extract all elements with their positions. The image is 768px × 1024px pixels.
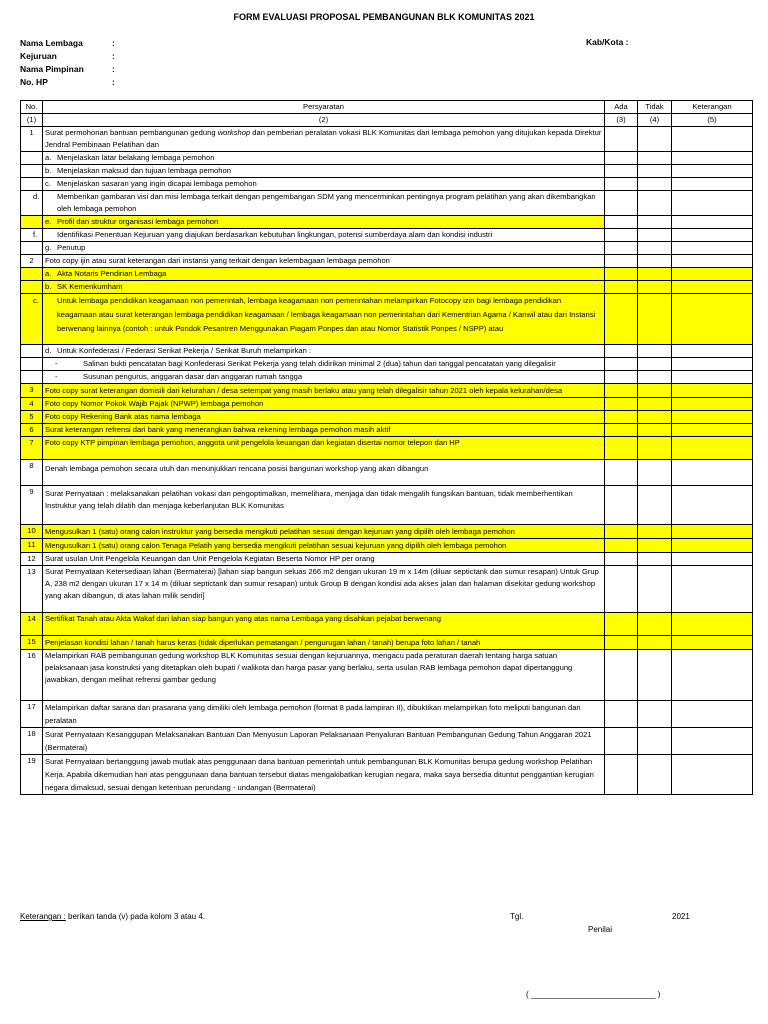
ada-checkbox[interactable] [605, 384, 638, 398]
row-number: 16 [21, 650, 43, 701]
keterangan-field[interactable] [672, 636, 753, 650]
requirement-text: Mengusulkan 1 (satu) orang calon Tenaga Pelatih yang bersedia mengikuti pelatihan sesuai kejuruan yang dipilih oleh lembaga pemohon [43, 539, 605, 553]
table-row [21, 636, 753, 650]
sub-letter: c. [45, 179, 51, 188]
tidak-checkbox[interactable] [638, 728, 672, 755]
keterangan-note [20, 912, 205, 921]
ada-checkbox[interactable] [605, 728, 638, 755]
requirement-text: Surat Pernyataan bertanggung jawab mutlak atas penggunaan dana bantuan pemerintah untuk pembangunan BLK Komunitas berupa gedung workshop Pelatihan Kerja. Apabila dikemudian hari atas penggunaan dana bantuan tersebut diatas mengakibatkan kerugian negara, maka saya bersedia dituntut penggantian kerugian negara dimaksud, sesuai dengan ketentuan perundang - undangan (Bermaterai) [43, 755, 605, 795]
requirement-text: Mengusulkan 1 (satu) orang calon instruktur yang bersedia mengikuti pelatihan sesuai dengan kejuruan yang dipilih oleh lembaga pemohon [43, 525, 605, 539]
tidak-checkbox[interactable] [638, 242, 672, 255]
requirement-text: Surat Pernyataan Kesanggupan Melaksanakan Bantuan Dan Menyusun Laporan Pelaksanaan Penyaluran Bantuan Pembangunan Gedung Tahun Anggaran 2021 (Bermaterai) [43, 728, 605, 755]
keterangan-field[interactable] [672, 701, 753, 728]
ada-checkbox[interactable] [605, 255, 638, 268]
penilai-label: Penilai [588, 925, 613, 934]
keterangan-field[interactable] [672, 152, 753, 165]
keterangan-field[interactable] [672, 539, 753, 553]
field-separator: : [112, 51, 115, 61]
sub-letter: d. [45, 346, 52, 355]
field-label-no-hp: No. HP [20, 77, 48, 87]
row-number: 12 [21, 553, 43, 566]
requirement-text [33, 191, 605, 216]
row-number: 17 [21, 701, 43, 728]
sub-text: Identifikasi Penentuan Kejuruan yang diajukan berdasarkan kebutuhan lingkungan, potensi sumberdaya alam dan kondisi industri [57, 230, 493, 239]
ada-checkbox[interactable] [605, 636, 638, 650]
header-tidak: Tidak [638, 101, 672, 114]
tidak-checkbox[interactable] [638, 165, 672, 178]
table-row [21, 411, 753, 424]
tidak-checkbox[interactable] [638, 345, 672, 358]
keterangan-field[interactable] [672, 242, 753, 255]
requirement-text: Foto copy KTP pimpinan lembaga pemohon, anggota unit pengelola keuangan dan kegiatan disertai nomor telepon dan HP [43, 437, 605, 460]
keterangan-field[interactable] [672, 216, 753, 229]
colnum-1: (1) [21, 114, 43, 127]
keterangan-field[interactable] [672, 229, 753, 242]
requirement-text: Sertifikat Tanah atau Akta Wakaf dari lahan siap bangun yang atas nama Lembaga yang disahkan pejabat berwenang [43, 613, 605, 636]
keterangan-field[interactable] [672, 411, 753, 424]
table-row [21, 728, 753, 755]
sub-letter: f. [33, 230, 38, 239]
sub-letter: b. [45, 282, 52, 291]
keterangan-field[interactable] [672, 255, 753, 268]
requirement-text [43, 152, 605, 165]
sub-text: SK Kemenkumham [57, 282, 123, 291]
table-row [21, 566, 753, 613]
sub-letter: b. [45, 166, 52, 175]
ada-checkbox[interactable] [605, 460, 638, 486]
ada-checkbox[interactable] [605, 553, 638, 566]
requirement-text [43, 242, 605, 255]
sub-letter: c. [33, 296, 39, 305]
tidak-checkbox[interactable] [638, 152, 672, 165]
colnum-5: (5) [672, 114, 753, 127]
row-number: 3 [21, 384, 43, 398]
requirement-text [43, 127, 605, 152]
table-row [21, 613, 753, 636]
sub-text: Akta Notaris Pendirian Lembaga [57, 269, 167, 278]
sub-letter: a. [45, 269, 52, 278]
ada-checkbox[interactable] [605, 437, 638, 460]
keterangan-field[interactable] [672, 460, 753, 486]
keterangan-field[interactable] [672, 424, 753, 437]
keterangan-label: Keterangan : [20, 912, 66, 921]
keterangan-field[interactable] [672, 650, 753, 701]
table-row [21, 486, 753, 525]
table-row [21, 650, 753, 701]
requirement-text: Foto copy surat keterangan domisili dari kelurahan / desa setempat yang masih berlaku atau yang telah dilegalisir tahun 2021 oleh kepala kelurahan/desa [43, 384, 605, 398]
keterangan-field[interactable] [672, 191, 753, 216]
row-number: 1 [21, 127, 43, 152]
field-label-nama-pimpinan: Nama Pimpinan [20, 64, 84, 74]
tidak-checkbox[interactable] [638, 650, 672, 701]
row-number: 14 [21, 613, 43, 636]
tidak-checkbox[interactable] [638, 701, 672, 728]
row-number: 6 [21, 424, 43, 437]
keterangan-field[interactable] [672, 437, 753, 460]
keterangan-field[interactable] [672, 281, 753, 294]
row-number: 13 [21, 566, 43, 613]
field-separator: : [112, 38, 115, 48]
requirement-text: Surat Pernyataan Ketersediaan lahan (Bermaterai) [lahan siap bangun seluas 266 m2 dengan ukuran 19 m x 14m (diluar septictank dan sumur resapan) Untuk Grup A, 238 m2 dengan ukuran 17 x 14 m (diluar septictank dan sumur resapan) untuk Group B dengan kondisi ada akses jalan dan halaman disekitar gedung workshop yang akan dibangun, di atas lahan milik sendiri] [43, 566, 605, 613]
sub-letter: g. [45, 243, 52, 252]
requirement-text: Surat Pernyataan : melaksanakan pelatihan vokasi dan pengoptimalkan, memelihara, menjaga dan tidak mengalih fungsikan bantuan, tidak memberhentikan Instruktur yang telah dilatih dan menjaga keberlanjutan BLK Komunitas [43, 486, 605, 525]
table-row [21, 437, 753, 460]
ada-checkbox[interactable] [605, 650, 638, 701]
keterangan-field[interactable] [672, 294, 753, 345]
requirement-text [33, 229, 605, 242]
sub-text: Susunan pengurus, anggaran dasar dan anggaran rumah tangga [83, 372, 303, 381]
row-number: 5 [21, 411, 43, 424]
ada-checkbox[interactable] [605, 178, 638, 191]
colnum-3: (3) [605, 114, 638, 127]
keterangan-field[interactable] [672, 755, 753, 795]
ada-checkbox[interactable] [605, 755, 638, 795]
tidak-checkbox[interactable] [638, 191, 672, 216]
text-italic: workshop [217, 128, 251, 137]
keterangan-field[interactable] [672, 165, 753, 178]
keterangan-field[interactable] [672, 384, 753, 398]
tidak-checkbox[interactable] [638, 178, 672, 191]
table-row [21, 178, 753, 191]
row-number: 8 [21, 460, 43, 486]
requirement-text [43, 178, 605, 191]
ada-checkbox[interactable] [605, 566, 638, 613]
keterangan-field[interactable] [672, 371, 753, 384]
row-number: 9 [21, 486, 43, 525]
tidak-checkbox[interactable] [638, 268, 672, 281]
table-row [21, 294, 753, 345]
tidak-checkbox[interactable] [638, 384, 672, 398]
sub-text: Penutup [57, 243, 86, 252]
tidak-checkbox[interactable] [638, 525, 672, 539]
row-number: 19 [21, 755, 43, 795]
ada-checkbox[interactable] [605, 486, 638, 525]
requirement-text: Foto copy ijin atau surat keterangan dari instansi yang terkait dengan kelembagaan lembaga pemohon [43, 255, 605, 268]
tidak-checkbox[interactable] [638, 281, 672, 294]
table-row [21, 152, 753, 165]
identity-fields [20, 37, 115, 89]
ada-checkbox[interactable] [605, 398, 638, 411]
keterangan-field[interactable] [672, 345, 753, 358]
sub-text: Untuk lembaga pendidikan keagamaan non pemerintah, lembaga keagamaan non pemerintahan melampirkan Fotocopy izin bagi lembaga pendidikan keagamaan atau surat keterangan lembaga pendidikan keagamaan / lembaga keagamaan non pemerintahan dari Kementrian Agama / Kanwil atau dari Instansi berwenang lainnya (contoh : untuk Pondok Pesantren Menggunakan Piagam Ponpes dan atau Nomor Statistik Ponpes / NSPP) atau [57, 296, 596, 333]
table-row [21, 424, 753, 437]
tidak-checkbox[interactable] [638, 398, 672, 411]
tidak-checkbox[interactable] [638, 539, 672, 553]
sub-text: Memberikan gambaran visi dan misi lembaga terkait dengan pengembangan SDM yang mencerminkan pentingnya program pelatihan yang akan dikembangkan oleh lembaga pemohon [57, 192, 596, 213]
ada-checkbox[interactable] [605, 242, 638, 255]
keterangan-field[interactable] [672, 728, 753, 755]
requirement-text: Melampirkan RAB pembangunan gedung workshop BLK Komunitas sesuai dengan kejuruannya, mengacu pada peraturan daerah tentang harga satuan pelaksanaan jasa konstruksi yang ditetapkan oleh bupati / walikota dan harga pasar yang berlaku, serta usulan RAB lembaga pemohon dapat dipertanggung jawabkan, dengan melihat refrensi gambar gedung [43, 650, 605, 701]
requirement-text [43, 268, 605, 281]
sub-text: Menjelaskan sasaran yang ingin dicapai lembaga pemohon [57, 179, 257, 188]
kab-kota-label: Kab/Kota : [586, 37, 629, 47]
form-title: FORM EVALUASI PROPOSAL PEMBANGUNAN BLK KOMUNITAS 2021 [233, 12, 535, 22]
ada-checkbox[interactable] [605, 345, 638, 358]
ada-checkbox[interactable] [605, 371, 638, 384]
keterangan-field[interactable] [672, 486, 753, 525]
tidak-checkbox[interactable] [638, 358, 672, 371]
tidak-checkbox[interactable] [638, 255, 672, 268]
ada-checkbox[interactable] [605, 411, 638, 424]
header-keterangan: Keterangan [672, 101, 753, 114]
requirement-text [43, 345, 605, 358]
keterangan-field[interactable] [672, 127, 753, 152]
requirement-text: Foto copy Nomor Pokok Wajib Pajak (NPWP) lembaga pemohon [43, 398, 605, 411]
table-row [21, 539, 753, 553]
requirement-text [33, 294, 605, 345]
ada-checkbox[interactable] [605, 294, 638, 345]
keterangan-field[interactable] [672, 553, 753, 566]
table-row [21, 216, 753, 229]
signature-line: ( ____________________________ ) [526, 990, 661, 999]
tidak-checkbox[interactable] [638, 636, 672, 650]
table-row [21, 242, 753, 255]
table-row [21, 127, 753, 152]
table-row [21, 281, 753, 294]
table-row [21, 384, 753, 398]
ada-checkbox[interactable] [605, 229, 638, 242]
field-separator: : [112, 64, 115, 74]
table-row [21, 701, 753, 728]
requirement-text: Penjelasan kondisi lahan / tanah harus keras (tidak diperlukan pematangan / pengurugan lahan / tanah) berupa foto lahan / tanah [43, 636, 605, 650]
sub-text: Menjelaskan latar belakang lembaga pemohon [57, 153, 215, 162]
requirement-text: Surat usulan Unit Pengelola Keuangan dan Unit Pengelola Kegiatan Beserta Nomor HP per orang [43, 553, 605, 566]
tidak-checkbox[interactable] [638, 486, 672, 525]
row-number: 4 [21, 398, 43, 411]
requirement-text [43, 165, 605, 178]
ada-checkbox[interactable] [605, 191, 638, 216]
keterangan-field[interactable] [672, 613, 753, 636]
ada-checkbox[interactable] [605, 358, 638, 371]
colnum-4: (4) [638, 114, 672, 127]
table-row [21, 268, 753, 281]
dash-marker: - [55, 372, 58, 381]
sub-text: Menjelaskan maksud dan tujuan lembaga pemohon [57, 166, 231, 175]
sub-text: Untuk Konfederasi / Federasi Serikat Pekerja / Serikat Buruh melampirkan : [57, 346, 312, 355]
ada-checkbox[interactable] [605, 165, 638, 178]
ada-checkbox[interactable] [605, 152, 638, 165]
tidak-checkbox[interactable] [638, 411, 672, 424]
tidak-checkbox[interactable] [638, 437, 672, 460]
header-ada: Ada [605, 101, 638, 114]
tidak-checkbox[interactable] [638, 127, 672, 152]
requirement-text: Denah lembaga pemohon secara utuh dan menunjukkan rencana posisi bangunan workshop yang akan dibangun [43, 460, 605, 486]
header-persyaratan: Persyaratan [43, 101, 605, 114]
text-part: Surat permohonan bantuan pembangunan gedung [45, 128, 218, 137]
requirement-text [43, 371, 605, 384]
year-label: 2021 [672, 912, 690, 921]
ada-checkbox[interactable] [605, 216, 638, 229]
row-number: 11 [21, 539, 43, 553]
table-row [21, 358, 753, 371]
table-row [21, 553, 753, 566]
keterangan-field[interactable] [672, 525, 753, 539]
sub-letter: d. [33, 192, 40, 201]
sub-text: Profil dan struktur organisasi lembaga pemohon [57, 217, 219, 226]
requirement-text [43, 358, 605, 371]
ada-checkbox[interactable] [605, 539, 638, 553]
table-row [21, 371, 753, 384]
tidak-checkbox[interactable] [638, 460, 672, 486]
ada-checkbox[interactable] [605, 701, 638, 728]
tidak-checkbox[interactable] [638, 229, 672, 242]
keterangan-field[interactable] [672, 398, 753, 411]
requirement-text: Foto copy Rekening Bank atas nama lembaga [43, 411, 605, 424]
table-row [21, 255, 753, 268]
row-number: 18 [21, 728, 43, 755]
column-number-row [21, 114, 753, 127]
keterangan-field[interactable] [672, 268, 753, 281]
tidak-checkbox[interactable] [638, 371, 672, 384]
ada-checkbox[interactable] [605, 525, 638, 539]
dash-marker: - [55, 359, 58, 368]
keterangan-text: berikan tanda (v) pada kolom 3 atau 4. [65, 912, 206, 921]
row-number: 7 [21, 437, 43, 460]
sub-text: Salinan bukti pencatatan bagi Konfederasi Serikat Pekerja yang telah didirikan minimal 2 (dua) tahun dari tanggal pencatatan yang dilegalisir [83, 359, 556, 368]
ada-checkbox[interactable] [605, 613, 638, 636]
requirements-table [20, 100, 753, 795]
row-number: 10 [21, 525, 43, 539]
table-row [21, 755, 753, 795]
ada-checkbox[interactable] [605, 127, 638, 152]
ada-checkbox[interactable] [605, 281, 638, 294]
table-row [21, 398, 753, 411]
tidak-checkbox[interactable] [638, 294, 672, 345]
requirement-text [43, 281, 605, 294]
tidak-checkbox[interactable] [638, 553, 672, 566]
row-number: 2 [21, 255, 43, 268]
table-header-row [21, 101, 753, 114]
tidak-checkbox[interactable] [638, 424, 672, 437]
table-row [21, 525, 753, 539]
table-row [21, 191, 753, 216]
ada-checkbox[interactable] [605, 424, 638, 437]
row-number: 15 [21, 636, 43, 650]
table-row [21, 165, 753, 178]
tidak-checkbox[interactable] [638, 755, 672, 795]
field-label-kejuruan: Kejuruan [20, 51, 57, 61]
requirement-text: Surat keterangan refrensi dari bank yang menerangkan bahwa rekening lembaga pemohon masih aktif [43, 424, 605, 437]
tidak-checkbox[interactable] [638, 566, 672, 613]
sub-letter: a. [45, 153, 52, 162]
field-separator: : [112, 77, 115, 87]
table-row [21, 345, 753, 358]
tidak-checkbox[interactable] [638, 613, 672, 636]
header-no: No. [21, 101, 43, 114]
tidak-checkbox[interactable] [638, 216, 672, 229]
requirement-text [43, 216, 605, 229]
sub-letter: e. [45, 217, 52, 226]
field-label-nama-lembaga: Nama Lembaga [20, 38, 83, 48]
keterangan-field[interactable] [672, 358, 753, 371]
keterangan-field[interactable] [672, 178, 753, 191]
keterangan-field[interactable] [672, 566, 753, 613]
table-row [21, 460, 753, 486]
ada-checkbox[interactable] [605, 268, 638, 281]
tgl-label: Tgl. [510, 912, 524, 921]
colnum-2: (2) [43, 114, 605, 127]
text-part: dan pemberian peralatan vokasi BLK Komunitas dari lembaga pemohon yang ditujukan kepada Direktur Jendral Pembinaan Pelatihan dan [45, 128, 602, 149]
requirement-text: Melampirkan daftar sarana dan prasarana yang dimiliki oleh lembaga pemohon (format 8 pada lampiran II), dibuktikan melampirkan foto meliputi bangunan dan peralatan [43, 701, 605, 728]
table-row [21, 229, 753, 242]
